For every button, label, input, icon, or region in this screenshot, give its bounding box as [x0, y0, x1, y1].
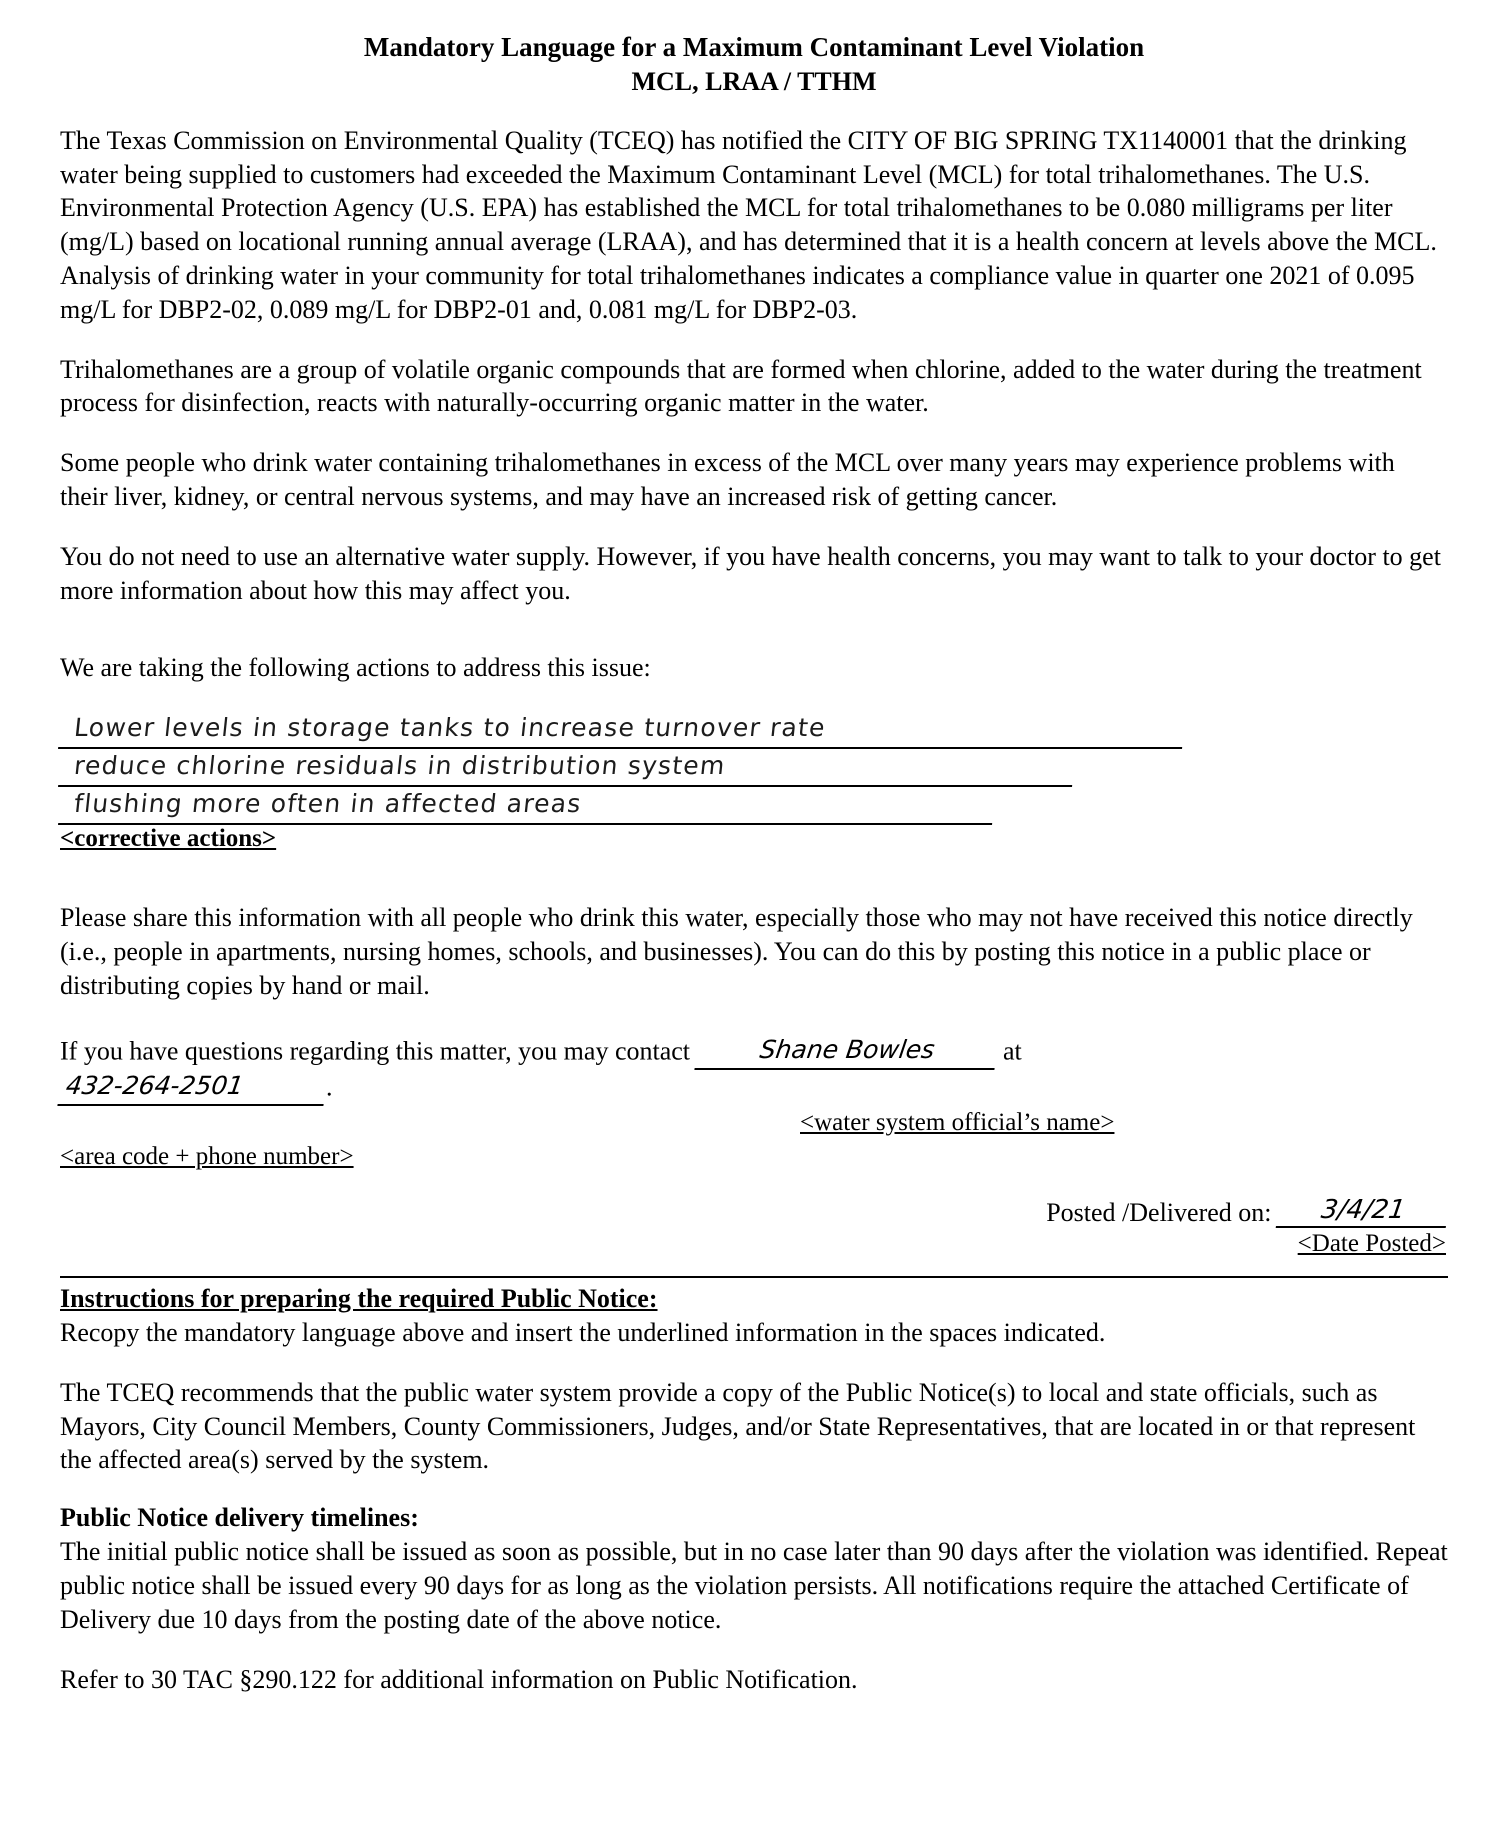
- corrective-action-line-1[interactable]: Lower levels in storage tanks to increase turnover rate: [58, 711, 1186, 749]
- paragraph-trihalomethanes-definition: Trihalomethanes are a group of volatile organic compounds that are formed when chlorine, added to the water during the treatment process for disinfection, reacts with naturally-occurring organic matter in the water.: [60, 354, 1422, 418]
- contact-captions-row: [60, 1106, 1448, 1140]
- title-line-1: Mandatory Language for a Maximum Contaminant Level Violation: [363, 32, 1145, 62]
- paragraph-actions-intro: We are taking the following actions to address this issue:: [60, 653, 651, 683]
- paragraph-share-information: Please share this information with all people who drink this water, especially those who may not have received this notice directly (i.e., people in apartments, nursing homes, schools, and businesses). You can do this by posting this notice in a public place or distributing copies by hand or mail.: [60, 903, 1413, 1000]
- contact-lead-text: If you have questions regarding this matter, you may contact: [60, 1036, 691, 1066]
- posted-date-caption: <Date Posted>: [1297, 1230, 1446, 1258]
- posted-row: [60, 1195, 1448, 1228]
- posted-label: Posted /Delivered on:: [1046, 1198, 1272, 1228]
- corrective-action-line-2[interactable]: reduce chlorine residuals in distribution system: [58, 749, 1076, 787]
- timelines-paragraph: The initial public notice shall be issued as soon as possible, but in no case later than 90 days after the violation was identified. Repeat public notice shall be issued every 90 days for as long as the violation persists. All notifications require the attached Certificate of Delivery due 10 days from the posting date of the above notice.: [60, 1537, 1448, 1634]
- area-code-caption: <area code + phone number>: [60, 1142, 354, 1170]
- corrective-actions-fill: [60, 711, 1448, 825]
- instructions-heading: Instructions for preparing the required Public Notice:: [60, 1284, 658, 1314]
- corrective-action-line-3[interactable]: flushing more often in affected areas: [58, 787, 996, 825]
- official-name-caption: <water system official’s name>: [800, 1108, 1115, 1136]
- contact-block: [60, 1033, 1448, 1174]
- paragraph-alternative-supply: You do not need to use an alternative water supply. However, if you have health concerns, you may want to talk to your doctor to get more information about how this may affect you.: [60, 541, 1441, 605]
- timelines-heading: Public Notice delivery timelines:: [60, 1503, 419, 1533]
- section-divider: [60, 1276, 1448, 1278]
- official-name-field[interactable]: Shane Bowles: [694, 1033, 999, 1070]
- posted-date-field[interactable]: 3/4/21: [1276, 1195, 1451, 1228]
- footer-refer-line: Refer to 30 TAC §290.122 for additional information on Public Notification.: [60, 1664, 858, 1694]
- instructions-paragraph: The TCEQ recommends that the public water system provide a copy of the Public Notice(s) to local and state officials, such as Mayors, City Council Members, County Commissioners, Judges, and/or State Representatives, that are located in or that represent the affected area(s) served by the system.: [60, 1377, 1416, 1475]
- contact-period: .: [326, 1072, 333, 1102]
- title-line-2: MCL, LRAA / TTHM: [631, 66, 877, 96]
- paragraph-health-effects: Some people who drink water containing trihalomethanes in excess of the MCL over many years may experience problems with their liver, kidney, or central nervous systems, and may have an increased risk of getting cancer.: [60, 448, 1395, 511]
- phone-number-field[interactable]: 432-264-2501: [57, 1069, 328, 1106]
- instructions-line: Recopy the mandatory language above and insert the underlined information in the spaces indicated.: [60, 1318, 1106, 1348]
- paragraph-violation-summary: The Texas Commission on Environmental Quality (TCEQ) has notified the CITY OF BIG SPRING TX1140001 that the drinking water being supplied to customers had exceeded the Maximum Contaminant Level (MCL) for total trihalomethanes. The U.S. Environmental Protection Agency (U.S. EPA) has established the MCL for total trihalomethanes to be 0.080 milligrams per liter (mg/L) based on locational running annual average (LRAA), and has determined that it is a health concern at levels above the MCL. Analysis of drinking water in your community for total trihalomethanes indicates a compliance value in quarter one 2021 of 0.095 mg/L for DBP2-02, 0.089 mg/L for DBP2-01 and, 0.081 mg/L for DBP2-03.: [60, 125, 1437, 324]
- contact-at-word: at: [1003, 1036, 1022, 1066]
- document-title: [60, 30, 1448, 98]
- corrective-actions-caption: <corrective actions>: [60, 825, 277, 853]
